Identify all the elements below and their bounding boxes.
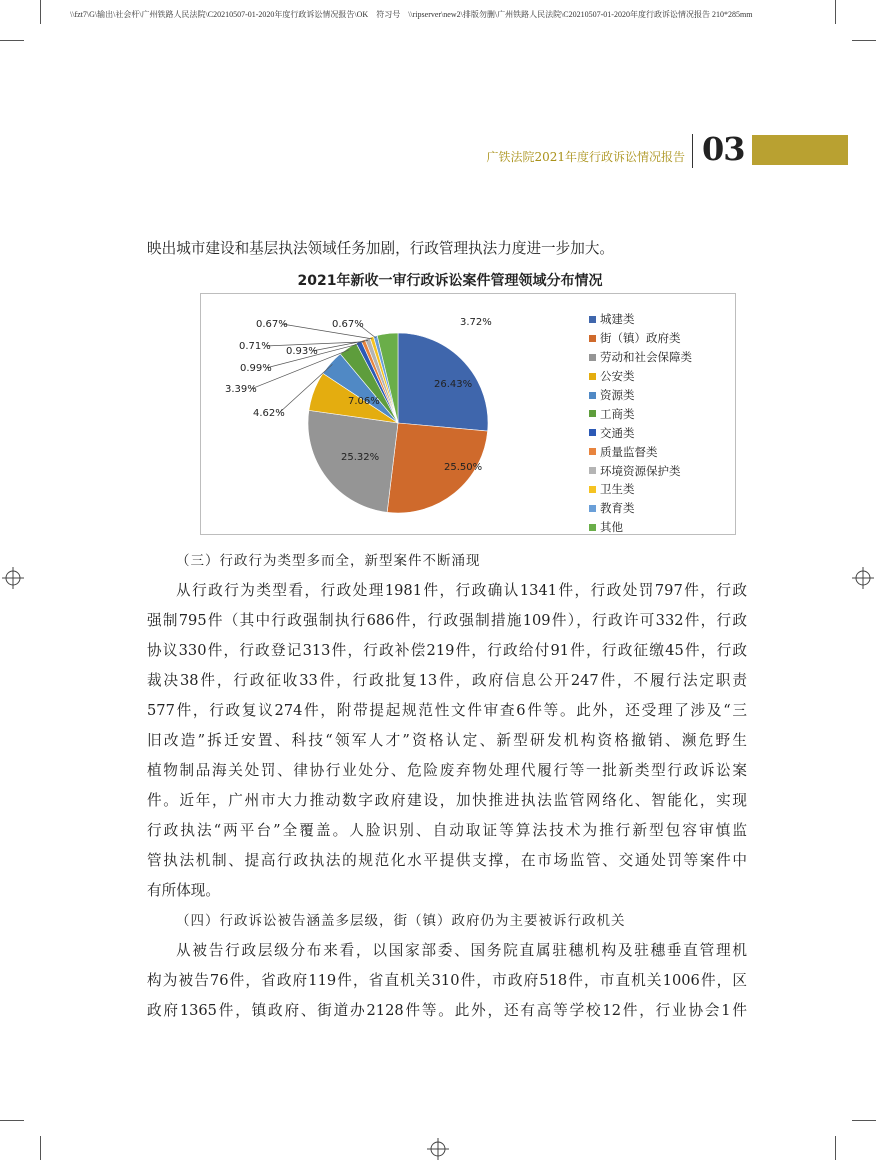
crop-mark-top-right-v xyxy=(835,0,836,24)
legend-swatch xyxy=(589,373,596,380)
body-line: 管执法机制、提高行政执法的规范化水平提供支撑，在市场监管、交通处罚等案件中 xyxy=(147,852,747,869)
legend-label: 资源类 xyxy=(600,388,635,402)
legend-swatch xyxy=(589,448,596,455)
legend-label: 其他 xyxy=(600,520,623,535)
legend-item xyxy=(589,310,692,329)
legend-swatch xyxy=(589,429,596,436)
section-3-body xyxy=(147,576,747,906)
body-line: 从行政行为类型看，行政处理1981件，行政确认1341件，行政处罚797件，行政 xyxy=(176,582,747,599)
body-line: 强制795件（其中行政强制执行686件，行政强制措施109件），行政许可332件，行政 xyxy=(147,612,747,629)
legend-swatch xyxy=(589,316,596,323)
chart-legend xyxy=(589,310,692,537)
legend-label: 劳动和社会保障类 xyxy=(600,350,692,365)
legend-item xyxy=(589,348,692,367)
crop-mark-top-left-v xyxy=(40,0,41,24)
header-divider xyxy=(692,134,693,168)
body-line: 行政执法“两平台”全覆盖。人脸识别、自动取证等算法技术为推行新型包容审慎监 xyxy=(147,822,747,839)
slice-data-label: 3.72% xyxy=(460,317,492,328)
slice-data-label: 3.39% xyxy=(225,384,257,395)
section-4 xyxy=(147,906,747,1026)
legend-label: 教育类 xyxy=(600,501,635,516)
slice-data-label: 26.43% xyxy=(434,379,473,390)
legend-swatch xyxy=(589,354,596,361)
slice-data-label: 25.32% xyxy=(341,452,380,463)
intro-paragraph xyxy=(147,234,747,264)
slice-data-label: 0.93% xyxy=(286,346,318,357)
body-line: 政府1365件，镇政府、街道办2128件等。此外，还有高等学校12件，行业协会1件 xyxy=(147,1002,747,1019)
legend-swatch xyxy=(589,335,596,342)
section-4-heading: （四）行政诉讼被告涵盖多层级，街（镇）政府仍为主要被诉行政机关 xyxy=(176,913,626,929)
legend-label: 城建类 xyxy=(600,312,635,327)
legend-swatch xyxy=(589,392,596,399)
legend-item xyxy=(589,499,692,518)
registration-mark-right xyxy=(852,567,874,589)
crop-mark-top-right-h xyxy=(852,40,876,41)
body-line: 裁决38件，行政征收33件，行政批复13件，政府信息公开247件，不履行法定职责 xyxy=(147,672,747,689)
slice-data-label: 0.67% xyxy=(256,319,288,330)
legend-label: 街（镇）政府类 xyxy=(600,331,681,346)
crop-mark-bottom-left-v xyxy=(40,1136,41,1160)
crop-mark-top-left-h xyxy=(0,40,24,41)
legend-item xyxy=(589,518,692,537)
running-header-title: 广铁法院2021年度行政诉讼情况报告 xyxy=(486,150,685,164)
legend-swatch xyxy=(589,486,596,493)
legend-label: 卫生类 xyxy=(600,482,635,497)
slice-data-label: 25.50% xyxy=(444,462,483,473)
crop-mark-bottom-right-v xyxy=(835,1136,836,1160)
body-line: 从被告行政层级分布来看，以国家部委、国务院直属驻穗机构及驻穗垂直管理机 xyxy=(176,942,747,959)
slice-data-label: 0.67% xyxy=(332,319,364,330)
body-line: 构为被告76件，省政府119件，省直机关310件，市政府518件，市直机关1006件，区 xyxy=(147,972,747,989)
body-line: 协议330件，行政登记313件，行政补偿219件，行政给付91件，行政征缴45件，行政 xyxy=(147,642,747,659)
registration-mark-left xyxy=(2,567,24,589)
legend-label: 公安类 xyxy=(600,369,635,384)
legend-label: 工商类 xyxy=(600,406,635,421)
legend-item xyxy=(589,386,692,405)
crop-mark-bottom-right-h xyxy=(852,1120,876,1121)
slice-data-label: 0.99% xyxy=(240,363,272,374)
legend-swatch xyxy=(589,505,596,512)
legend-item xyxy=(589,367,692,386)
legend-label: 质量监督类 xyxy=(600,444,658,459)
legend-swatch xyxy=(589,524,596,531)
pie-chart xyxy=(200,293,736,535)
legend-item xyxy=(589,442,692,461)
slice-data-label: 7.06% xyxy=(348,396,380,407)
body-line: 植物制品海关处罚、律协行业处分、危险废弃物处理代履行等一批新类型行政诉讼案 xyxy=(147,762,747,779)
body-line: 577件，行政复议274件，附带提起规范性文件审查6件等。此外，还受理了涉及“三 xyxy=(147,702,747,719)
registration-mark-bottom xyxy=(427,1138,449,1160)
section-3 xyxy=(147,546,747,906)
legend-item xyxy=(589,461,692,480)
legend-label: 环境资源保护类 xyxy=(600,463,681,478)
body-line: 有所体现。 xyxy=(147,882,220,899)
chart-title: 2021年新收一审行政诉讼案件管理领域分布情况 xyxy=(297,273,603,289)
legend-item xyxy=(589,423,692,442)
page-number: 03 xyxy=(702,130,745,168)
section-3-heading: （三）行政行为类型多而全，新型案件不断涌现 xyxy=(176,553,481,569)
section-4-body xyxy=(147,936,747,1026)
body-line: 旧改造”拆迁安置、科技“领军人才”资格认定、新型研发机构资格撤销、濒危野生 xyxy=(147,732,747,749)
body-line: 件。近年，广州市大力推动数字政府建设，加快推进执法监管网络化、智能化，实现 xyxy=(147,792,747,809)
legend-swatch xyxy=(589,410,596,417)
slice-data-label: 4.62% xyxy=(253,408,285,419)
legend-label: 交通类 xyxy=(600,425,635,440)
crop-mark-bottom-left-h xyxy=(0,1120,24,1121)
legend-item xyxy=(589,329,692,348)
legend-item xyxy=(589,404,692,423)
legend-item xyxy=(589,480,692,499)
legend-swatch xyxy=(589,467,596,474)
slice-data-label: 0.71% xyxy=(239,341,271,352)
header-accent-bar xyxy=(752,135,848,165)
printer-slug-line: \\fzt7\G\输出\社会杆\广州铁路人民法院\C20210507-01-2020年度行政诉讼情况报告\OK 符习号 \\ripserver\new2\排版勿删\广州铁路人民法院\C20210507-01-2020年度行政诉讼情况报告 210*285mm xyxy=(70,10,753,19)
intro-line: 映出城市建设和基层执法领域任务加剧，行政管理执法力度进一步加大。 xyxy=(147,240,615,257)
